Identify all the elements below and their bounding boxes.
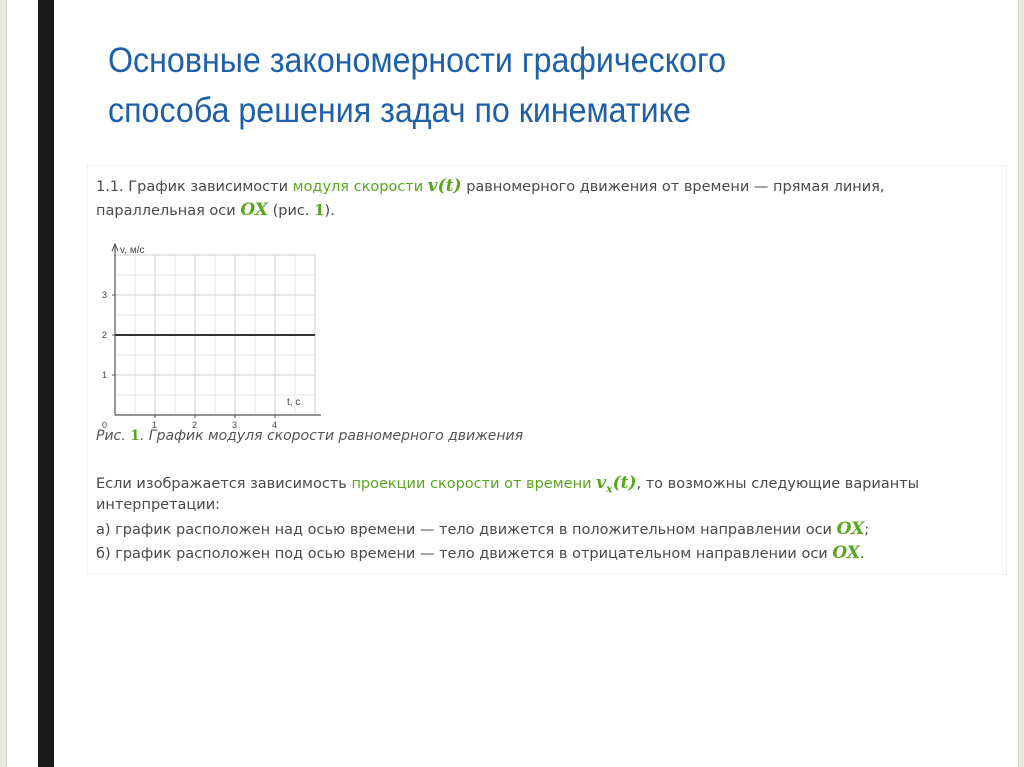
slide-left-bar	[38, 0, 54, 767]
x-tick-label: 0	[102, 420, 108, 430]
figure-ref: 1	[314, 201, 325, 219]
caption-text: . График модуля скорости равномерного движения	[139, 428, 524, 444]
slide-title	[108, 36, 899, 136]
interp-text: , то возможны следующие варианты	[636, 476, 920, 492]
caption-number: 1	[130, 428, 140, 444]
math-ox: OX	[240, 200, 269, 220]
x-tick-label: 1	[152, 420, 158, 430]
interp-text: .	[860, 546, 865, 562]
content-image	[88, 166, 1006, 574]
interp-text: Если изображается зависимость	[96, 476, 352, 492]
intro-text: 1.1. График зависимости	[96, 179, 293, 195]
slide-title-line-1: Основные закономерности графического	[108, 41, 726, 80]
x-tick-label: 2	[192, 420, 198, 430]
y-axis-label: v, м/с	[120, 245, 145, 256]
y-tick-label: 1	[102, 370, 108, 380]
math-ox: OX	[836, 519, 865, 539]
math-v-t: v(t)	[427, 176, 462, 196]
intro-text: равномерного движения от времени — прямая линия,	[461, 179, 885, 195]
interp-line-4	[96, 541, 865, 566]
math-vx-t: $v_x(t)$	[596, 473, 637, 496]
intro-text: параллельная оси	[96, 203, 241, 219]
interp-text: а) график расположен над осью времени — тело движется в положительном направлении оси	[96, 522, 837, 538]
intro-line-2	[96, 198, 335, 223]
interp-line-3	[96, 517, 869, 542]
x-axis-label: t, с	[287, 397, 301, 408]
link-velocity-projection[interactable]: проекции скорости от времени	[351, 476, 592, 492]
figure-caption	[96, 428, 523, 444]
intro-line-1	[96, 174, 885, 199]
x-tick-label: 3	[232, 420, 238, 430]
velocity-chart	[92, 242, 332, 432]
y-tick-label: 2	[102, 330, 108, 340]
interp-text: б) график расположен под осью времени — тело движется в отрицательном направлении оси	[96, 546, 833, 562]
caption-prefix: Рис.	[96, 428, 131, 444]
link-speed-modulus[interactable]: модуля скорости	[292, 179, 424, 195]
slide-title-line-2: способа решения задач по кинематике	[108, 91, 691, 130]
intro-text: ).	[324, 203, 335, 219]
intro-text: (рис.	[268, 203, 315, 219]
y-tick-label: 3	[102, 290, 108, 300]
interp-line-2: интерпретации:	[96, 497, 221, 513]
math-ox: OX	[832, 543, 861, 563]
interp-text: ;	[864, 522, 870, 538]
x-tick-label: 4	[272, 420, 278, 430]
